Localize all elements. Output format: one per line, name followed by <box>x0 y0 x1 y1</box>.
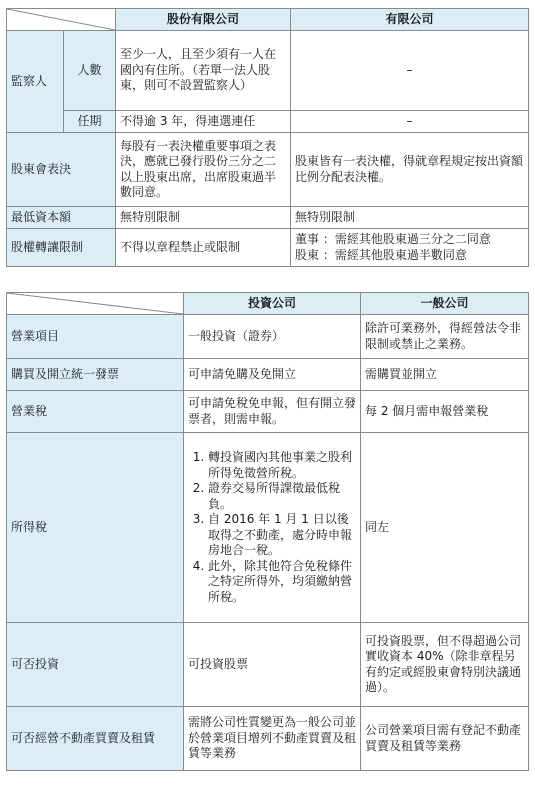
table-row <box>7 207 529 229</box>
table-row <box>7 315 529 359</box>
row-label-invoice: 購買及開立統一發票 <box>7 359 184 391</box>
equity-transfer-shareholder-line: 股東 ：需經其他股東過半數同意 <box>295 247 467 262</box>
row-label-can-invest: 可否投資 <box>7 623 184 707</box>
header-corner-cell <box>7 9 116 31</box>
investment-vs-general-company-table <box>6 292 529 771</box>
cell-income-tax-investment <box>184 433 361 623</box>
table-row <box>7 707 529 771</box>
table-header-row <box>7 293 529 315</box>
equity-transfer-director-line: 董事 ：需經其他股東過三分之二同意 <box>295 232 491 246</box>
cell-can-invest-investment: 可投資股票 <box>184 623 361 707</box>
header-investment-company: 投資公司 <box>184 293 361 315</box>
table-row <box>7 229 529 267</box>
cell-supervisor-term-shares: 不得逾 3 年，得連選連任 <box>116 111 291 133</box>
row-label-equity-transfer: 股權轉讓限制 <box>7 229 116 267</box>
header-corner-cell <box>7 293 184 315</box>
cell-supervisor-term-limited: – <box>291 111 529 133</box>
cell-supervisor-count-limited: – <box>291 31 529 111</box>
income-tax-list <box>188 450 356 605</box>
cell-real-estate-general: 公司營業項目需有登記不動產買賣及租賃等業務 <box>361 707 529 771</box>
table-header-row <box>7 9 529 31</box>
row-label-supervisor: 監察人 <box>7 31 64 133</box>
table-row <box>7 433 529 623</box>
table-row <box>7 623 529 707</box>
cell-business-scope-investment: 一般投資（證券） <box>184 315 361 359</box>
row-label-business-tax: 營業稅 <box>7 391 184 433</box>
table-row <box>7 133 529 207</box>
table-row <box>7 111 529 133</box>
cell-shareholders-meeting-limited: 股東皆有一表決權，得就章程規定按出資額比例分配表決權。 <box>291 133 529 207</box>
row-label-supervisor-count: 人數 <box>64 31 116 111</box>
row-label-shareholders-meeting: 股東會表決 <box>7 133 116 207</box>
cell-supervisor-count-shares: 至少一人，且至少須有一人在國內有住所。（若單一法人股東，則可不設置監察人） <box>116 31 291 111</box>
cell-equity-transfer-limited <box>291 229 529 267</box>
list-item: 3. 自 2016 年 1 月 1 日以後取得之不動產，處分時申報房地合一稅。 <box>208 512 356 559</box>
table-row <box>7 391 529 433</box>
cell-invoice-investment: 可申請免購及免開立 <box>184 359 361 391</box>
cell-min-capital-shares: 無特別限制 <box>116 207 291 229</box>
cell-income-tax-general: 同左 <box>361 433 529 623</box>
header-general-company: 一般公司 <box>361 293 529 315</box>
row-label-real-estate: 可否經營不動產買賣及租賃 <box>7 707 184 771</box>
cell-shareholders-meeting-shares: 每股有一表決權重要事項之表決，應就已發行股份三分之二以上股東出席，出席股東過半數同意。 <box>116 133 291 207</box>
cell-can-invest-general: 可投資股票，但不得超過公司實收資本 40%（除非章程另有約定或經股東會特別決議通過）。 <box>361 623 529 707</box>
table-row <box>7 359 529 391</box>
list-item: 1. 轉投資國內其他事業之股利所得免徵營所稅。 <box>208 450 356 481</box>
cell-invoice-general: 需購買並開立 <box>361 359 529 391</box>
cell-business-scope-general: 除許可業務外，得經營法令非限制或禁止之業務。 <box>361 315 529 359</box>
company-type-comparison-table <box>6 8 529 267</box>
table-row <box>7 31 529 111</box>
cell-business-tax-general: 每 2 個月需申報營業稅 <box>361 391 529 433</box>
list-item: 4. 此外，除其他符合免稅條件之特定所得外，均須繳納營所稅。 <box>208 559 356 606</box>
row-label-income-tax: 所得稅 <box>7 433 184 623</box>
cell-business-tax-investment: 可申請免稅免申報，但有開立發票者，則需申報。 <box>184 391 361 433</box>
cell-min-capital-limited: 無特別限制 <box>291 207 529 229</box>
row-label-business-scope: 營業項目 <box>7 315 184 359</box>
row-label-supervisor-term: 任期 <box>64 111 116 133</box>
header-company-limited-by-shares: 股份有限公司 <box>116 9 291 31</box>
list-item: 2. 證券交易所得課徵最低稅負。 <box>208 481 356 512</box>
cell-equity-transfer-shares: 不得以章程禁止或限制 <box>116 229 291 267</box>
header-limited-company: 有限公司 <box>291 9 529 31</box>
cell-real-estate-investment: 需將公司性質變更為一般公司並於營業項目增列不動產買賣及租賃等業務 <box>184 707 361 771</box>
row-label-min-capital: 最低資本額 <box>7 207 116 229</box>
